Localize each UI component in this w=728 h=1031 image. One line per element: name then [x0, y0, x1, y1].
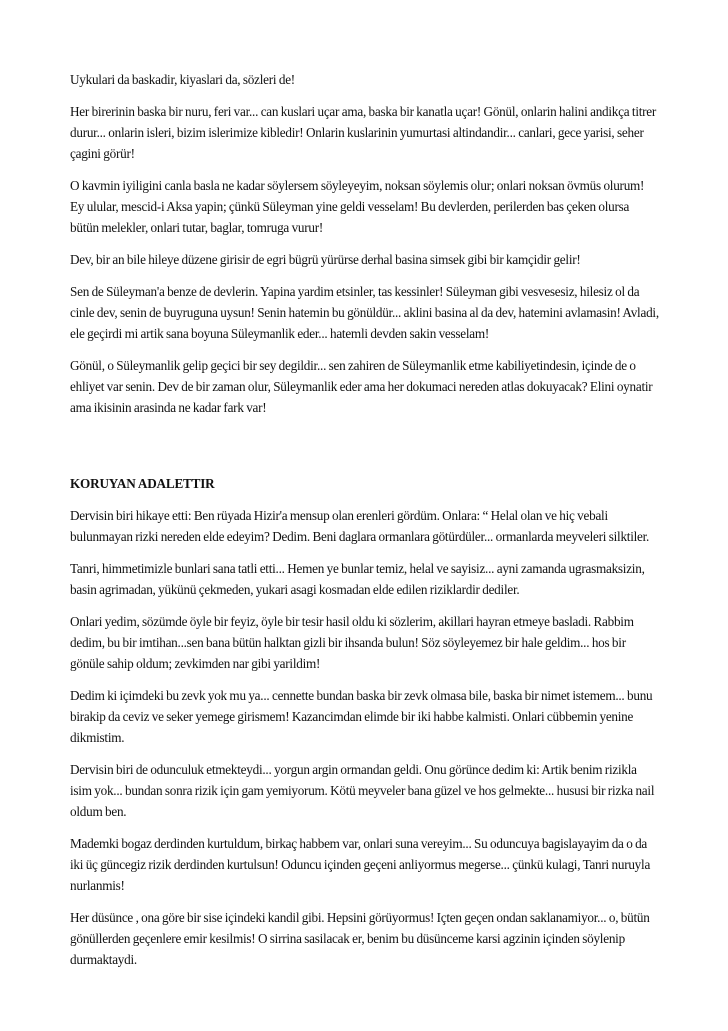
paragraph: Sen de Süleyman'a benze de devlerin. Yapina yardim etsinler, tas kessinler! Süleyman gibi vesvesesiz, hilesiz ol da cinle dev, senin de buyruguna uysun! Senin hatemin bu gönüldür... aklini basina al da dev, hatemini avlamasin! Avladi, ele geçirdi mi artik sana boyuna Süleymanlik eder... hatemli devden sakin vesselam!	[70, 284, 659, 341]
paragraph: Her birerinin baska bir nuru, feri var... can kuslari uçar ama, baska bir kanatla uçar! Gönül, onlarin halini andikça titrer durur... onlarin isleri, bizim islerimize kibledir! Onlarin kuslarinin yumurtasi altindandir... canlari, gece yarisi, seher çagini görür!	[70, 104, 657, 161]
paragraph: Her düsünce , ona göre bir sise içindeki kandil gibi. Hepsini görüyormus! Içten geçen ondan saklanamiyor... o, bütün gönüllerden geçenlere emir kesilmis! O sirrina sasilacak er, benim bu düsünceme karsi agzinin içinden söylenip durmaktaydi.	[70, 910, 650, 967]
document-page	[70, 69, 660, 981]
section-heading: KORUYAN ADALETTIR	[70, 476, 215, 491]
paragraph: Uykulari da baskadir, kiyaslari da, sözleri de!	[70, 72, 295, 87]
paragraph: Gönül, o Süleymanlik gelip geçici bir sey degildir... sen zahiren de Süleymanlik etme kabiliyetindesin, içinde de o ehliyet var senin. Dev de bir zaman olur, Süleymanlik eder ama her dokumaci nereden atlas dokuyacak? Elini oynatir ama ikisinin arasinda ne kadar fark var!	[70, 358, 653, 415]
paragraph: Dev, bir an bile hileye düzene girisir de egri bügrü yürürse derhal basina simsek gibi bir kamçidir gelir!	[70, 252, 581, 267]
paragraph: O kavmin iyiligini canla basla ne kadar söylersem söyleyeyim, noksan söylemis olur; onlari noksan övmüs olurum! Ey ulular, mescid-i Aksa yapin; çünkü Süleyman yine geldi vesselam! Bu devlerden, perilerden bas çeken olursa bütün melekler, onlari tutar, baglar, tomruga vurur!	[70, 178, 645, 235]
paragraph: Dervisin biri de odunculuk etmekteydi... yorgun argin ormandan geldi. Onu görünce dedim ki: Artik benim rizikla isim yok... bundan sonra rizik için gam yemiyorum. Kötü meyveler bana güzel ve hos gelmekte... hususi bir rizka nail oldum ben.	[70, 762, 655, 819]
paragraph: Dervisin biri hikaye etti: Ben rüyada Hizir'a mensup olan erenleri gördüm. Onlara: “ Helal olan ve hiç vebali bulunmayan rizki nereden elde edeyim? Dedim. Beni daglara ormanlara götürdüler... ormanlarda meyveleri silktiler.	[70, 508, 650, 544]
paragraph: Mademki bogaz derdinden kurtuldum, birkaç habbem var, onlari suna vereyim... Su oduncuya bagislayayim da o da iki üç güncegiz rizik derdinden kurtulsun! Oduncu içinden geçeni anliyormus megerse... çünkü kulagi, Tanri nuruyla nurlanmis!	[70, 836, 651, 893]
paragraph: Onlari yedim, sözümde öyle bir feyiz, öyle bir tesir hasil oldu ki sözlerim, akillari hayran etmeye basladi. Rabbim dedim, bu bir imtihan...sen bana bütün halktan gizli bir ihsanda bulun! Söz söyleyemez bir hale geldim... hos bir gönüle sahip oldum; zevkimden nar gibi yarildim!	[70, 614, 634, 671]
text-section-poem	[70, 69, 660, 418]
paragraph: Dedim ki içimdeki bu zevk yok mu ya... cennette bundan baska bir zevk olmasa bile, baska bir nimet istemem... bunu birakip da ceviz ve seker yemege girismem! Kazancimdan elimde bir iki habbe kalmisti. Onlari cübbemin yenine dikmistim.	[70, 688, 653, 745]
text-section-story	[70, 473, 660, 970]
paragraph: Tanri, himmetimizle bunlari sana tatli etti... Hemen ye bunlar temiz, helal ve sayisiz... ayni zamanda ugrasmaksizin, basin agrimadan, yükünü çekmeden, yukari asagi kosmadan elde edilen riziklardir dediler.	[70, 561, 645, 597]
